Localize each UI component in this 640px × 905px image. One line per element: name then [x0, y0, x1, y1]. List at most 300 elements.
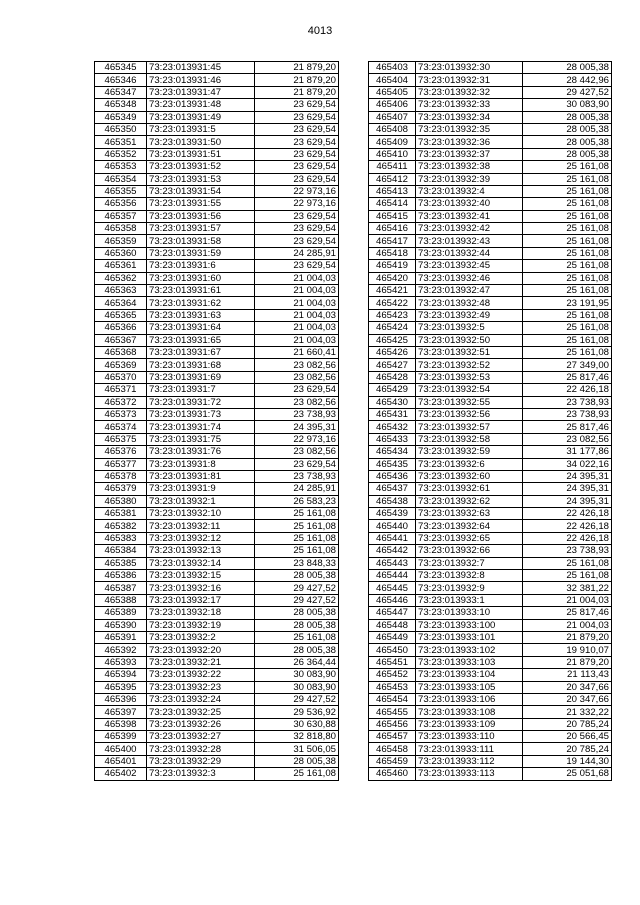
value-cell: 25 161,08 — [523, 272, 612, 284]
cadastral-number-cell: 73:23:013932:27 — [147, 731, 255, 743]
table-row — [369, 557, 612, 569]
value-cell: 20 785,24 — [523, 718, 612, 730]
value-cell: 22 973,16 — [255, 198, 339, 210]
record-number-cell: 465384 — [95, 545, 147, 557]
table-row — [369, 334, 612, 346]
table-row — [369, 235, 612, 247]
value-cell: 20 785,24 — [523, 743, 612, 755]
record-number-cell: 465349 — [95, 111, 147, 123]
record-number-cell: 465450 — [369, 644, 416, 656]
table-body-right — [369, 62, 612, 781]
table-row — [95, 446, 339, 458]
table-row — [95, 322, 339, 334]
cadastral-number-cell: 73:23:013931:46 — [147, 74, 255, 86]
table-row — [369, 582, 612, 594]
value-cell: 22 973,16 — [255, 433, 339, 445]
cadastral-number-cell: 73:23:013931:69 — [147, 371, 255, 383]
table-row — [95, 86, 339, 98]
value-cell: 21 879,20 — [255, 62, 339, 74]
value-cell: 29 427,52 — [255, 693, 339, 705]
value-cell: 25 161,08 — [523, 173, 612, 185]
value-cell: 26 364,44 — [255, 656, 339, 668]
cadastral-number-cell: 73:23:013932:4 — [416, 185, 523, 197]
value-cell: 29 536,92 — [255, 706, 339, 718]
record-number-cell: 465360 — [95, 247, 147, 259]
value-cell: 19 910,07 — [523, 644, 612, 656]
table-row — [95, 693, 339, 705]
cadastral-number-cell: 73:23:013932:1 — [147, 495, 255, 507]
cadastral-number-cell: 73:23:013932:49 — [416, 309, 523, 321]
record-number-cell: 465459 — [369, 755, 416, 767]
table-row — [95, 260, 339, 272]
cadastral-number-cell: 73:23:013931:54 — [147, 185, 255, 197]
table-row — [95, 235, 339, 247]
table-row — [369, 607, 612, 619]
table-row — [95, 123, 339, 135]
record-number-cell: 465434 — [369, 446, 416, 458]
record-number-cell: 465385 — [95, 557, 147, 569]
record-number-cell: 465399 — [95, 731, 147, 743]
cadastral-number-cell: 73:23:013932:18 — [147, 607, 255, 619]
cadastral-number-cell: 73:23:013932:12 — [147, 532, 255, 544]
table-row — [369, 223, 612, 235]
cadastral-number-cell: 73:23:013933:10 — [416, 607, 523, 619]
value-cell: 20 347,66 — [523, 681, 612, 693]
cadastral-number-cell: 73:23:013932:41 — [416, 210, 523, 222]
table-row — [95, 532, 339, 544]
value-cell: 25 817,46 — [523, 607, 612, 619]
value-cell: 25 161,08 — [523, 557, 612, 569]
table-row — [369, 669, 612, 681]
cadastral-number-cell: 73:23:013933:112 — [416, 755, 523, 767]
table-row — [95, 408, 339, 420]
value-cell: 25 161,08 — [523, 322, 612, 334]
table-row — [369, 161, 612, 173]
table-row — [369, 495, 612, 507]
record-number-cell: 465413 — [369, 185, 416, 197]
cadastral-number-cell: 73:23:013931:81 — [147, 470, 255, 482]
table-row — [369, 532, 612, 544]
cadastral-number-cell: 73:23:013931:7 — [147, 384, 255, 396]
cadastral-number-cell: 73:23:013931:58 — [147, 235, 255, 247]
record-number-cell: 465355 — [95, 185, 147, 197]
value-cell: 25 161,08 — [523, 570, 612, 582]
table-row — [95, 582, 339, 594]
record-number-cell: 465377 — [95, 458, 147, 470]
record-number-cell: 465412 — [369, 173, 416, 185]
cadastral-number-cell: 73:23:013932:20 — [147, 644, 255, 656]
cadastral-number-cell: 73:23:013931:61 — [147, 285, 255, 297]
value-cell: 21 332,22 — [523, 706, 612, 718]
record-number-cell: 465441 — [369, 532, 416, 544]
cadastral-number-cell: 73:23:013931:59 — [147, 247, 255, 259]
record-number-cell: 465417 — [369, 235, 416, 247]
table-row — [95, 297, 339, 309]
record-number-cell: 465446 — [369, 594, 416, 606]
record-number-cell: 465415 — [369, 210, 416, 222]
cadastral-number-cell: 73:23:013932:14 — [147, 557, 255, 569]
record-number-cell: 465425 — [369, 334, 416, 346]
record-number-cell: 465457 — [369, 731, 416, 743]
table-row — [95, 198, 339, 210]
value-cell: 25 161,08 — [523, 334, 612, 346]
value-cell: 29 427,52 — [255, 594, 339, 606]
cadastral-number-cell: 73:23:013931:72 — [147, 396, 255, 408]
cadastral-number-cell: 73:23:013932:59 — [416, 446, 523, 458]
record-number-cell: 465391 — [95, 631, 147, 643]
record-number-cell: 465403 — [369, 62, 416, 74]
table-row — [369, 309, 612, 321]
record-number-cell: 465428 — [369, 371, 416, 383]
cadastral-number-cell: 73:23:013932:24 — [147, 693, 255, 705]
cadastral-number-cell: 73:23:013931:52 — [147, 161, 255, 173]
record-number-cell: 465347 — [95, 86, 147, 98]
record-number-cell: 465458 — [369, 743, 416, 755]
record-number-cell: 465357 — [95, 210, 147, 222]
table-row — [95, 520, 339, 532]
cadastral-number-cell: 73:23:013932:58 — [416, 433, 523, 445]
record-number-cell: 465368 — [95, 346, 147, 358]
cadastral-number-cell: 73:23:013933:103 — [416, 656, 523, 668]
value-cell: 29 427,52 — [523, 86, 612, 98]
cadastral-number-cell: 73:23:013932:33 — [416, 99, 523, 111]
table-row — [369, 260, 612, 272]
record-number-cell: 465396 — [95, 693, 147, 705]
table-row — [95, 681, 339, 693]
table-row — [369, 285, 612, 297]
value-cell: 28 005,38 — [523, 148, 612, 160]
table-row — [369, 743, 612, 755]
cadastral-number-cell: 73:23:013932:13 — [147, 545, 255, 557]
cadastral-number-cell: 73:23:013933:104 — [416, 669, 523, 681]
value-cell: 23 629,54 — [255, 173, 339, 185]
value-cell: 24 395,31 — [523, 495, 612, 507]
value-cell: 23 191,95 — [523, 297, 612, 309]
cadastral-number-cell: 73:23:013932:36 — [416, 136, 523, 148]
table-row — [369, 322, 612, 334]
record-number-cell: 465429 — [369, 384, 416, 396]
value-cell: 23 082,56 — [255, 371, 339, 383]
cadastral-number-cell: 73:23:013931:68 — [147, 359, 255, 371]
value-cell: 34 022,16 — [523, 458, 612, 470]
cadastral-number-cell: 73:23:013933:101 — [416, 631, 523, 643]
cadastral-number-cell: 73:23:013931:63 — [147, 309, 255, 321]
record-number-cell: 465365 — [95, 309, 147, 321]
value-cell: 23 629,54 — [255, 99, 339, 111]
record-number-cell: 465380 — [95, 495, 147, 507]
table-row — [369, 768, 612, 780]
record-number-cell: 465379 — [95, 483, 147, 495]
table-row — [369, 644, 612, 656]
table-row — [369, 470, 612, 482]
cadastral-number-cell: 73:23:013932:16 — [147, 582, 255, 594]
value-cell: 19 144,30 — [523, 755, 612, 767]
record-number-cell: 465374 — [95, 421, 147, 433]
record-number-cell: 465388 — [95, 594, 147, 606]
value-cell: 29 427,52 — [255, 582, 339, 594]
cadastral-number-cell: 73:23:013932:47 — [416, 285, 523, 297]
record-number-cell: 465369 — [95, 359, 147, 371]
cadastral-number-cell: 73:23:013931:5 — [147, 123, 255, 135]
cadastral-number-cell: 73:23:013932:51 — [416, 346, 523, 358]
cadastral-number-cell: 73:23:013931:45 — [147, 62, 255, 74]
record-number-cell: 465351 — [95, 136, 147, 148]
cadastral-number-cell: 73:23:013932:9 — [416, 582, 523, 594]
cadastral-number-cell: 73:23:013931:55 — [147, 198, 255, 210]
record-number-cell: 465373 — [95, 408, 147, 420]
cadastral-number-cell: 73:23:013932:40 — [416, 198, 523, 210]
record-number-cell: 465356 — [95, 198, 147, 210]
cadastral-number-cell: 73:23:013931:75 — [147, 433, 255, 445]
table-row — [95, 594, 339, 606]
value-cell: 31 506,05 — [255, 743, 339, 755]
table-row — [95, 185, 339, 197]
value-cell: 22 426,18 — [523, 520, 612, 532]
table-row — [95, 718, 339, 730]
value-cell: 26 583,23 — [255, 495, 339, 507]
cadastral-number-cell: 73:23:013932:37 — [416, 148, 523, 160]
table-row — [95, 384, 339, 396]
value-cell: 24 395,31 — [523, 470, 612, 482]
table-row — [369, 297, 612, 309]
value-cell: 21 004,03 — [523, 594, 612, 606]
value-cell: 21 004,03 — [255, 297, 339, 309]
cadastral-number-cell: 73:23:013933:111 — [416, 743, 523, 755]
cadastral-number-cell: 73:23:013932:48 — [416, 297, 523, 309]
cadastral-number-cell: 73:23:013932:10 — [147, 508, 255, 520]
record-number-cell: 465407 — [369, 111, 416, 123]
cadastral-number-cell: 73:23:013931:9 — [147, 483, 255, 495]
record-number-cell: 465397 — [95, 706, 147, 718]
value-cell: 24 285,91 — [255, 483, 339, 495]
record-number-cell: 465435 — [369, 458, 416, 470]
value-cell: 21 004,03 — [523, 619, 612, 631]
cadastral-number-cell: 73:23:013931:67 — [147, 346, 255, 358]
cadastral-number-cell: 73:23:013932:34 — [416, 111, 523, 123]
value-cell: 21 879,20 — [523, 631, 612, 643]
record-number-cell: 465387 — [95, 582, 147, 594]
table-row — [369, 148, 612, 160]
cadastral-number-cell: 73:23:013932:63 — [416, 508, 523, 520]
cadastral-number-cell: 73:23:013932:2 — [147, 631, 255, 643]
table-row — [95, 161, 339, 173]
record-number-cell: 465372 — [95, 396, 147, 408]
record-number-cell: 465409 — [369, 136, 416, 148]
record-number-cell: 465436 — [369, 470, 416, 482]
value-cell: 25 161,08 — [255, 532, 339, 544]
value-cell: 28 442,96 — [523, 74, 612, 86]
record-number-cell: 465421 — [369, 285, 416, 297]
value-cell: 23 629,54 — [255, 235, 339, 247]
table-row — [95, 148, 339, 160]
record-number-cell: 465350 — [95, 123, 147, 135]
table-row — [369, 359, 612, 371]
table-row — [369, 346, 612, 358]
cadastral-number-cell: 73:23:013932:29 — [147, 755, 255, 767]
value-cell: 24 395,31 — [255, 421, 339, 433]
record-number-cell: 465424 — [369, 322, 416, 334]
cadastral-number-cell: 73:23:013932:66 — [416, 545, 523, 557]
cadastral-number-cell: 73:23:013932:43 — [416, 235, 523, 247]
table-row — [369, 631, 612, 643]
record-number-cell: 465408 — [369, 123, 416, 135]
cadastral-number-cell: 73:23:013932:15 — [147, 570, 255, 582]
table-row — [369, 198, 612, 210]
value-cell: 28 005,38 — [523, 136, 612, 148]
record-number-cell: 465390 — [95, 619, 147, 631]
cadastral-number-cell: 73:23:013932:26 — [147, 718, 255, 730]
cadastral-number-cell: 73:23:013932:3 — [147, 768, 255, 780]
value-cell: 30 083,90 — [523, 99, 612, 111]
cadastral-number-cell: 73:23:013932:21 — [147, 656, 255, 668]
table-row — [369, 408, 612, 420]
value-cell: 23 629,54 — [255, 260, 339, 272]
value-cell: 25 161,08 — [255, 508, 339, 520]
table-row — [369, 545, 612, 557]
value-cell: 25 161,08 — [523, 346, 612, 358]
table-row — [95, 706, 339, 718]
cadastral-number-cell: 73:23:013931:73 — [147, 408, 255, 420]
value-cell: 23 082,56 — [255, 446, 339, 458]
table-row — [369, 86, 612, 98]
record-number-cell: 465402 — [95, 768, 147, 780]
table-row — [369, 421, 612, 433]
table-row — [369, 210, 612, 222]
cadastral-number-cell: 73:23:013931:51 — [147, 148, 255, 160]
value-cell: 30 630,88 — [255, 718, 339, 730]
record-number-cell: 465410 — [369, 148, 416, 160]
cadastral-number-cell: 73:23:013931:49 — [147, 111, 255, 123]
record-number-cell: 465394 — [95, 669, 147, 681]
record-number-cell: 465416 — [369, 223, 416, 235]
cadastral-number-cell: 73:23:013932:53 — [416, 371, 523, 383]
table-row — [95, 731, 339, 743]
record-number-cell: 465378 — [95, 470, 147, 482]
table-row — [369, 272, 612, 284]
value-cell: 21 660,41 — [255, 346, 339, 358]
value-cell: 28 005,38 — [255, 644, 339, 656]
record-number-cell: 465442 — [369, 545, 416, 557]
cadastral-number-cell: 73:23:013933:100 — [416, 619, 523, 631]
value-cell: 23 738,93 — [255, 408, 339, 420]
table-row — [95, 557, 339, 569]
record-number-cell: 465382 — [95, 520, 147, 532]
value-cell: 21 004,03 — [255, 309, 339, 321]
table-row — [95, 483, 339, 495]
cadastral-number-cell: 73:23:013932:17 — [147, 594, 255, 606]
cadastral-number-cell: 73:23:013932:44 — [416, 247, 523, 259]
value-cell: 23 629,54 — [255, 384, 339, 396]
record-number-cell: 465452 — [369, 669, 416, 681]
value-cell: 23 629,54 — [255, 223, 339, 235]
cadastral-number-cell: 73:23:013932:55 — [416, 396, 523, 408]
value-cell: 22 426,18 — [523, 532, 612, 544]
cadastral-number-cell: 73:23:013932:19 — [147, 619, 255, 631]
record-number-cell: 465460 — [369, 768, 416, 780]
value-cell: 28 005,38 — [523, 111, 612, 123]
table-row — [369, 619, 612, 631]
table-row — [369, 706, 612, 718]
table-row — [95, 470, 339, 482]
value-cell: 25 161,08 — [523, 247, 612, 259]
table-row — [95, 359, 339, 371]
value-cell: 25 161,08 — [255, 520, 339, 532]
record-number-cell: 465345 — [95, 62, 147, 74]
record-number-cell: 465370 — [95, 371, 147, 383]
record-number-cell: 465386 — [95, 570, 147, 582]
cadastral-number-cell: 73:23:013932:11 — [147, 520, 255, 532]
record-number-cell: 465423 — [369, 309, 416, 321]
cadastral-number-cell: 73:23:013932:65 — [416, 532, 523, 544]
table-row — [369, 136, 612, 148]
table-row — [95, 309, 339, 321]
record-number-cell: 465426 — [369, 346, 416, 358]
table-row — [95, 396, 339, 408]
table-row — [369, 62, 612, 74]
value-cell: 20 566,45 — [523, 731, 612, 743]
cadastral-number-cell: 73:23:013932:50 — [416, 334, 523, 346]
value-cell: 30 083,90 — [255, 681, 339, 693]
table-row — [369, 446, 612, 458]
table-row — [95, 631, 339, 643]
record-number-cell: 465376 — [95, 446, 147, 458]
value-cell: 23 082,56 — [523, 433, 612, 445]
value-cell: 21 113,43 — [523, 669, 612, 681]
table-row — [95, 223, 339, 235]
value-cell: 25 817,46 — [523, 421, 612, 433]
value-cell: 25 161,08 — [523, 235, 612, 247]
cadastral-number-cell: 73:23:013931:57 — [147, 223, 255, 235]
table-row — [95, 371, 339, 383]
cadastral-number-cell: 73:23:013932:42 — [416, 223, 523, 235]
table-row — [95, 619, 339, 631]
record-number-cell: 465456 — [369, 718, 416, 730]
table-row — [369, 173, 612, 185]
table-row — [95, 210, 339, 222]
record-number-cell: 465354 — [95, 173, 147, 185]
table-row — [369, 594, 612, 606]
record-number-cell: 465422 — [369, 297, 416, 309]
record-number-cell: 465432 — [369, 421, 416, 433]
table-row — [95, 421, 339, 433]
value-cell: 32 381,22 — [523, 582, 612, 594]
table-row — [369, 185, 612, 197]
cadastral-number-cell: 73:23:013933:109 — [416, 718, 523, 730]
value-cell: 21 004,03 — [255, 322, 339, 334]
cadastral-number-cell: 73:23:013931:64 — [147, 322, 255, 334]
page-number: 4013 — [307, 25, 333, 37]
table-row — [369, 520, 612, 532]
record-number-cell: 465451 — [369, 656, 416, 668]
cadastral-number-cell: 73:23:013933:106 — [416, 693, 523, 705]
cadastral-number-cell: 73:23:013932:46 — [416, 272, 523, 284]
table-row — [95, 334, 339, 346]
value-cell: 23 738,93 — [523, 545, 612, 557]
table-row — [369, 508, 612, 520]
cadastral-number-cell: 73:23:013931:60 — [147, 272, 255, 284]
table-row — [95, 136, 339, 148]
data-table-left — [94, 61, 339, 781]
cadastral-number-cell: 73:23:013931:65 — [147, 334, 255, 346]
cadastral-number-cell: 73:23:013932:30 — [416, 62, 523, 74]
cadastral-number-cell: 73:23:013932:38 — [416, 161, 523, 173]
table-row — [369, 458, 612, 470]
table-row — [369, 755, 612, 767]
table-row — [95, 607, 339, 619]
record-number-cell: 465389 — [95, 607, 147, 619]
record-number-cell: 465447 — [369, 607, 416, 619]
value-cell: 23 629,54 — [255, 123, 339, 135]
